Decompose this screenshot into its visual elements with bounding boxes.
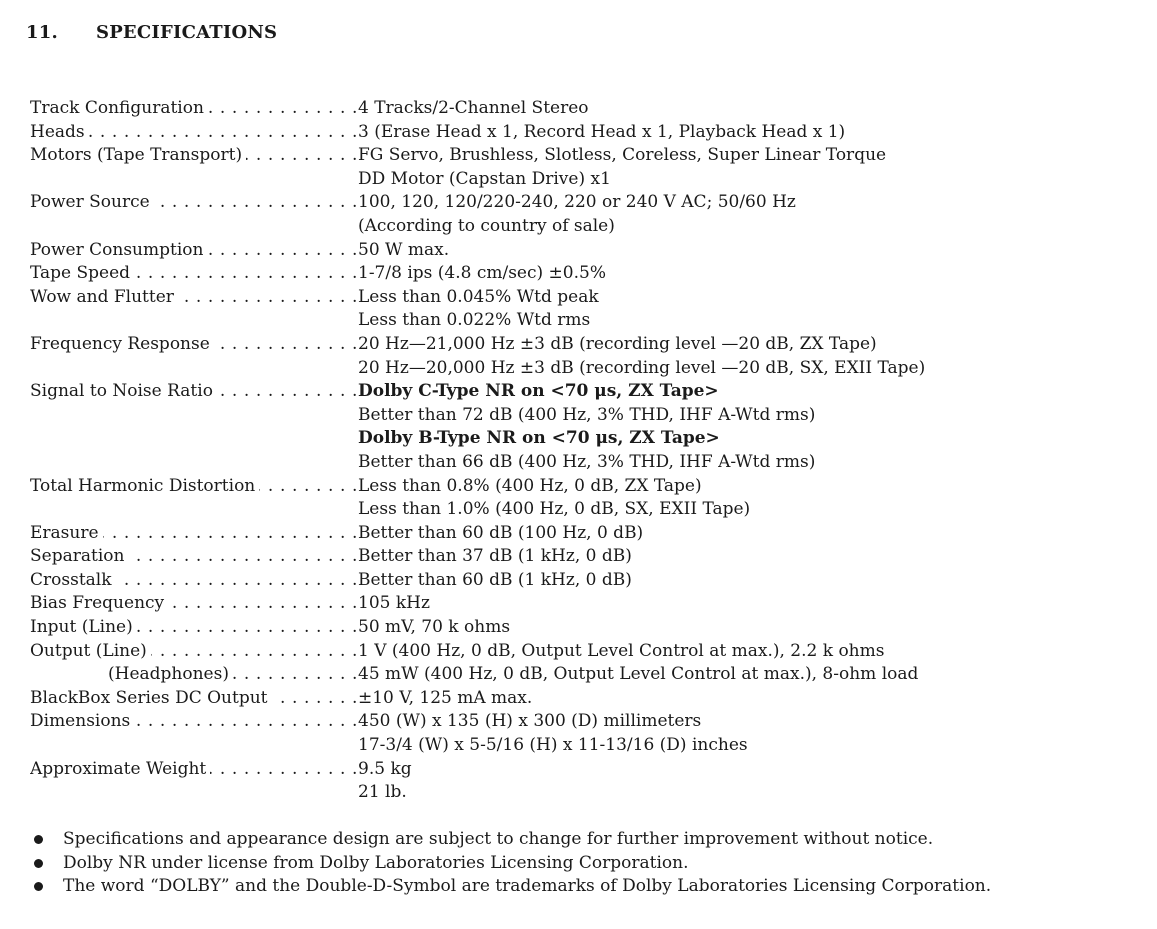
spec-label-text: Frequency Response (30, 334, 214, 354)
section-title: SPECIFICATIONS (96, 22, 278, 43)
spec-value: 20 Hz—21,000 Hz ±3 dB (recording level —20 dB, ZX Tape) (358, 333, 877, 354)
spec-label (30, 239, 358, 263)
spec-values (358, 522, 1130, 546)
spec-row (30, 97, 1130, 121)
spec-value: 17-3/4 (W) x 5-5/16 (H) x 11-13/16 (D) inches (358, 735, 748, 756)
note-item (34, 828, 991, 852)
spec-row (30, 191, 1130, 238)
spec-value: 45 mW (400 Hz, 0 dB, Output Level Control at max.), 8-ohm load (358, 664, 919, 685)
spec-values (358, 640, 1130, 664)
spec-row (30, 380, 1130, 474)
spec-label-text: Input (Line) (30, 617, 137, 637)
spec-label-text: Erasure (30, 523, 103, 543)
spec-value: DD Motor (Capstan Drive) x1 (358, 168, 611, 189)
spec-label-text: Signal to Noise Ratio (30, 381, 217, 401)
spec-row (30, 286, 1130, 333)
spec-values (358, 592, 1130, 616)
spec-label (30, 592, 358, 616)
spec-value: Less than 0.8% (400 Hz, 0 dB, ZX Tape) (358, 475, 702, 496)
spec-label (30, 121, 358, 145)
spec-values (358, 569, 1130, 593)
spec-value: Less than 0.045% Wtd peak (358, 286, 599, 307)
spec-values (358, 333, 1130, 380)
spec-value: Less than 0.022% Wtd rms (358, 310, 591, 331)
spec-value: 9.5 kg (358, 758, 412, 779)
spec-values (358, 144, 1130, 191)
spec-values (358, 758, 1130, 805)
spec-label (30, 569, 358, 593)
spec-label (30, 191, 358, 215)
spec-row (30, 640, 1130, 664)
spec-values (358, 191, 1130, 238)
spec-row (30, 569, 1130, 593)
note-item (34, 852, 991, 876)
spec-values (358, 545, 1130, 569)
spec-values (358, 616, 1130, 640)
spec-label-text: Power Source (30, 192, 154, 212)
spec-label-text: Bias Frequency (30, 593, 168, 613)
spec-label-text: Crosstalk (30, 570, 116, 590)
spec-value: Less than 1.0% (400 Hz, 0 dB, SX, EXII Tape) (358, 499, 751, 520)
spec-value: 1 V (400 Hz, 0 dB, Output Level Control at max.), 2.2 k ohms (358, 640, 885, 661)
note-text: The word “DOLBY” and the Double-D-Symbol are trademarks of Dolby Laboratories Licensing Corporation. (63, 876, 992, 897)
spec-label (30, 687, 358, 711)
spec-value: Dolby B-Type NR on <70 μs, ZX Tape> (358, 428, 720, 449)
spec-values (358, 121, 1130, 145)
spec-label (30, 710, 358, 734)
spec-row (30, 545, 1130, 569)
spec-value: (According to country of sale) (358, 215, 615, 236)
spec-values (358, 475, 1130, 522)
spec-value: ±10 V, 125 mA max. (358, 687, 533, 708)
spec-label-text: Total Harmonic Distortion (30, 476, 259, 496)
note-text: Specifications and appearance design are subject to change for further improvement without notice. (63, 829, 934, 849)
spec-label (30, 380, 358, 404)
spec-label (30, 616, 358, 640)
spec-row (30, 239, 1130, 263)
spec-row (30, 592, 1130, 616)
spec-row (30, 121, 1130, 145)
bullet-icon (34, 882, 43, 891)
spec-label (30, 144, 358, 168)
spec-values (358, 710, 1130, 757)
spec-values (358, 97, 1130, 121)
spec-value: Better than 60 dB (100 Hz, 0 dB) (358, 522, 644, 543)
spec-row (30, 144, 1130, 191)
spec-values (358, 286, 1130, 333)
spec-label (30, 286, 358, 310)
spec-value: Better than 66 dB (400 Hz, 3% THD, IHF A-Wtd rms) (358, 451, 816, 472)
notes-list (34, 828, 991, 899)
spec-label-text: Dimensions (30, 711, 134, 731)
spec-values (358, 687, 1130, 711)
spec-row (30, 687, 1130, 711)
spec-row (30, 262, 1130, 286)
section-number: 11. (26, 22, 58, 43)
spec-label (30, 545, 358, 569)
spec-value: 105 kHz (358, 593, 430, 614)
spec-values (358, 663, 1130, 687)
spec-label (30, 640, 358, 664)
spec-value: 21 lb. (358, 782, 407, 803)
spec-value: Dolby C-Type NR on <70 μs, ZX Tape> (358, 381, 719, 402)
spec-label-text: Power Consumption (30, 240, 207, 260)
spec-label-text: (Headphones) (30, 664, 233, 684)
spec-label-text: Heads (30, 122, 89, 142)
spec-label-text: Approximate Weight (30, 759, 210, 779)
spec-label (30, 97, 358, 121)
bullet-icon (34, 859, 43, 868)
spec-label (30, 262, 358, 286)
spec-values (358, 262, 1130, 286)
spec-value: Better than 60 dB (1 kHz, 0 dB) (358, 569, 632, 590)
spec-label-text: BlackBox Series DC Output (30, 688, 272, 708)
spec-value: Better than 37 dB (1 kHz, 0 dB) (358, 546, 632, 567)
spec-label (30, 333, 358, 357)
spec-label-text: Tape Speed (30, 263, 134, 283)
spec-row (30, 663, 1130, 687)
note-text: Dolby NR under license from Dolby Laboratories Licensing Corporation. (63, 852, 689, 873)
spec-row (30, 333, 1130, 380)
spec-value: 450 (W) x 135 (H) x 300 (D) millimeters (358, 711, 702, 732)
spec-value: 3 (Erase Head x 1, Record Head x 1, Playback Head x 1) (358, 121, 846, 142)
spec-label-text: Output (Line) (30, 641, 151, 661)
spec-row (30, 758, 1130, 805)
spec-row (30, 475, 1130, 522)
spec-value: 1-7/8 ips (4.8 cm/sec) ±0.5% (358, 263, 606, 284)
bullet-icon (34, 835, 43, 844)
spec-value: 4 Tracks/2-Channel Stereo (358, 98, 589, 118)
spec-values (358, 380, 1130, 474)
spec-value: 20 Hz—20,000 Hz ±3 dB (recording level —20 dB, SX, EXII Tape) (358, 357, 926, 378)
note-item (34, 875, 991, 899)
spec-label (30, 663, 358, 687)
spec-label-text: Motors (Tape Transport) (30, 145, 246, 165)
spec-value: 50 W max. (358, 239, 450, 260)
spec-label (30, 522, 358, 546)
spec-row (30, 616, 1130, 640)
spec-list (30, 97, 1130, 805)
spec-label (30, 758, 358, 782)
spec-value: 100, 120, 120/220-240, 220 or 240 V AC; 50/60 Hz (358, 192, 796, 213)
section-heading (26, 22, 277, 43)
spec-value: 50 mV, 70 k ohms (358, 617, 511, 638)
spec-label-text: Separation (30, 546, 128, 566)
spec-values (358, 239, 1130, 263)
spec-label-text: Track Configuration (30, 98, 208, 118)
spec-value: Better than 72 dB (400 Hz, 3% THD, IHF A-Wtd rms) (358, 404, 816, 425)
spec-label-text: Wow and Flutter (30, 287, 178, 307)
spec-label (30, 475, 358, 499)
spec-row (30, 522, 1130, 546)
spec-row (30, 710, 1130, 757)
spec-value: FG Servo, Brushless, Slotless, Coreless, Super Linear Torque (358, 145, 887, 166)
